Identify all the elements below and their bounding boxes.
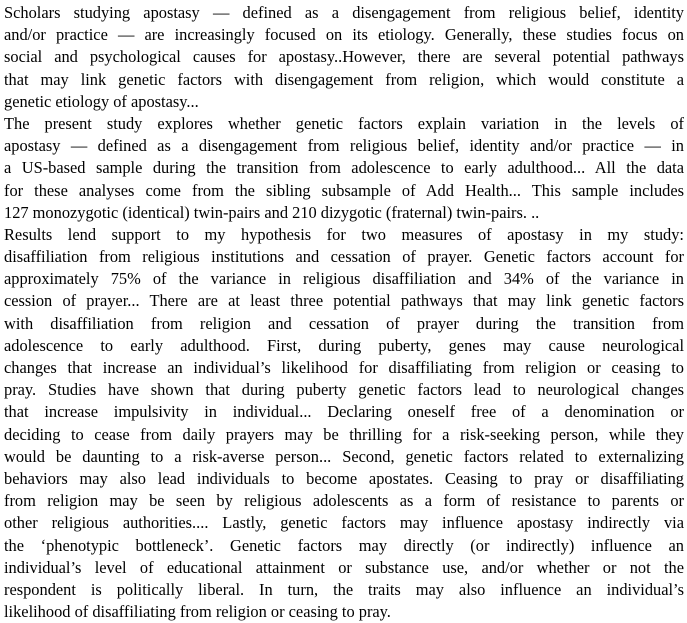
text-line: deciding to cease from daily prayers may be thrilling for a risk-seeking person, while they [4, 424, 684, 444]
text-line: pray. Studies have shown that during puberty genetic factors lead to neurological changes [4, 380, 684, 400]
text-line: would be daunting to a risk-averse person... Second, genetic factors related to externalizing [4, 446, 684, 466]
text-line: changes that increase an individual’s likelihood for disaffiliating from religion or ceasing to [4, 358, 684, 377]
text-line: and/or practice — are increasingly focused on its etiology. Generally, these studies focus on [4, 25, 684, 45]
paragraph-3 [4, 224, 684, 623]
text-line: cession of prayer... There are at least three potential pathways that may link genetic factors [4, 291, 684, 311]
text-line: behaviors may also lead individuals to become apostates. Ceasing to pray or disaffiliating [4, 468, 684, 488]
text-line: other religious authorities.... Lastly, genetic factors may influence apostasy indirectly via [4, 513, 684, 533]
text-line: social and psychological causes for apostasy..However, there are several potential pathways [4, 47, 684, 67]
text-line: 127 monozygotic (identical) twin-pairs and 210 dizygotic (fraternal) twin-pairs. .. [4, 202, 540, 222]
text-line: approximately 75% of the variance in religious disaffiliation and 34% of the variance in [4, 269, 684, 289]
text-line: apostasy — defined as a disengagement from religious belief, identity and/or practice — in [4, 136, 684, 156]
text-line: The present study explores whether genetic factors explain variation in the levels of [4, 113, 684, 133]
text-line: Results lend support to my hypothesis for two measures of apostasy in my study: [4, 224, 684, 244]
text-line: that may link genetic factors with disengagement from religion, which would constitute a [4, 69, 684, 89]
text-line: individual’s level of educational attainment or substance use, and/or whether or not the [4, 557, 684, 577]
text-line: with disaffiliation from religion and cessation of prayer during the transition from [4, 313, 684, 333]
text-line: from religion may be seen by religious adolescents as a form of resistance to parents or [4, 491, 684, 511]
text-line: Scholars studying apostasy — defined as a disengagement from religious belief, identity [4, 3, 684, 22]
paragraph-2 [4, 113, 684, 224]
text-line: that increase impulsivity in individual... Declaring oneself free of a denomination or [4, 402, 684, 422]
text-line: disaffiliation from religious institutions and cessation of prayer. Genetic factors account for [4, 247, 684, 267]
text-line: a US-based sample during the transition from adolescence to early adulthood... All the data [4, 158, 684, 178]
text-line: likelihood of disaffiliating from religion or ceasing to pray. [4, 602, 391, 622]
text-line: respondent is politically liberal. In turn, the traits may also influence an individual’s [4, 579, 684, 599]
text-line: for these analyses come from the sibling subsample of Add Health... This sample includes [4, 180, 684, 200]
text-line: genetic etiology of apostasy... [4, 91, 199, 111]
text-line: the ‘phenotypic bottleneck’. Genetic factors may directly (or indirectly) influence an [4, 535, 684, 555]
paragraph-1 [4, 2, 684, 113]
text-line: adolescence to early adulthood. First, during puberty, genes may cause neurological [4, 335, 684, 355]
